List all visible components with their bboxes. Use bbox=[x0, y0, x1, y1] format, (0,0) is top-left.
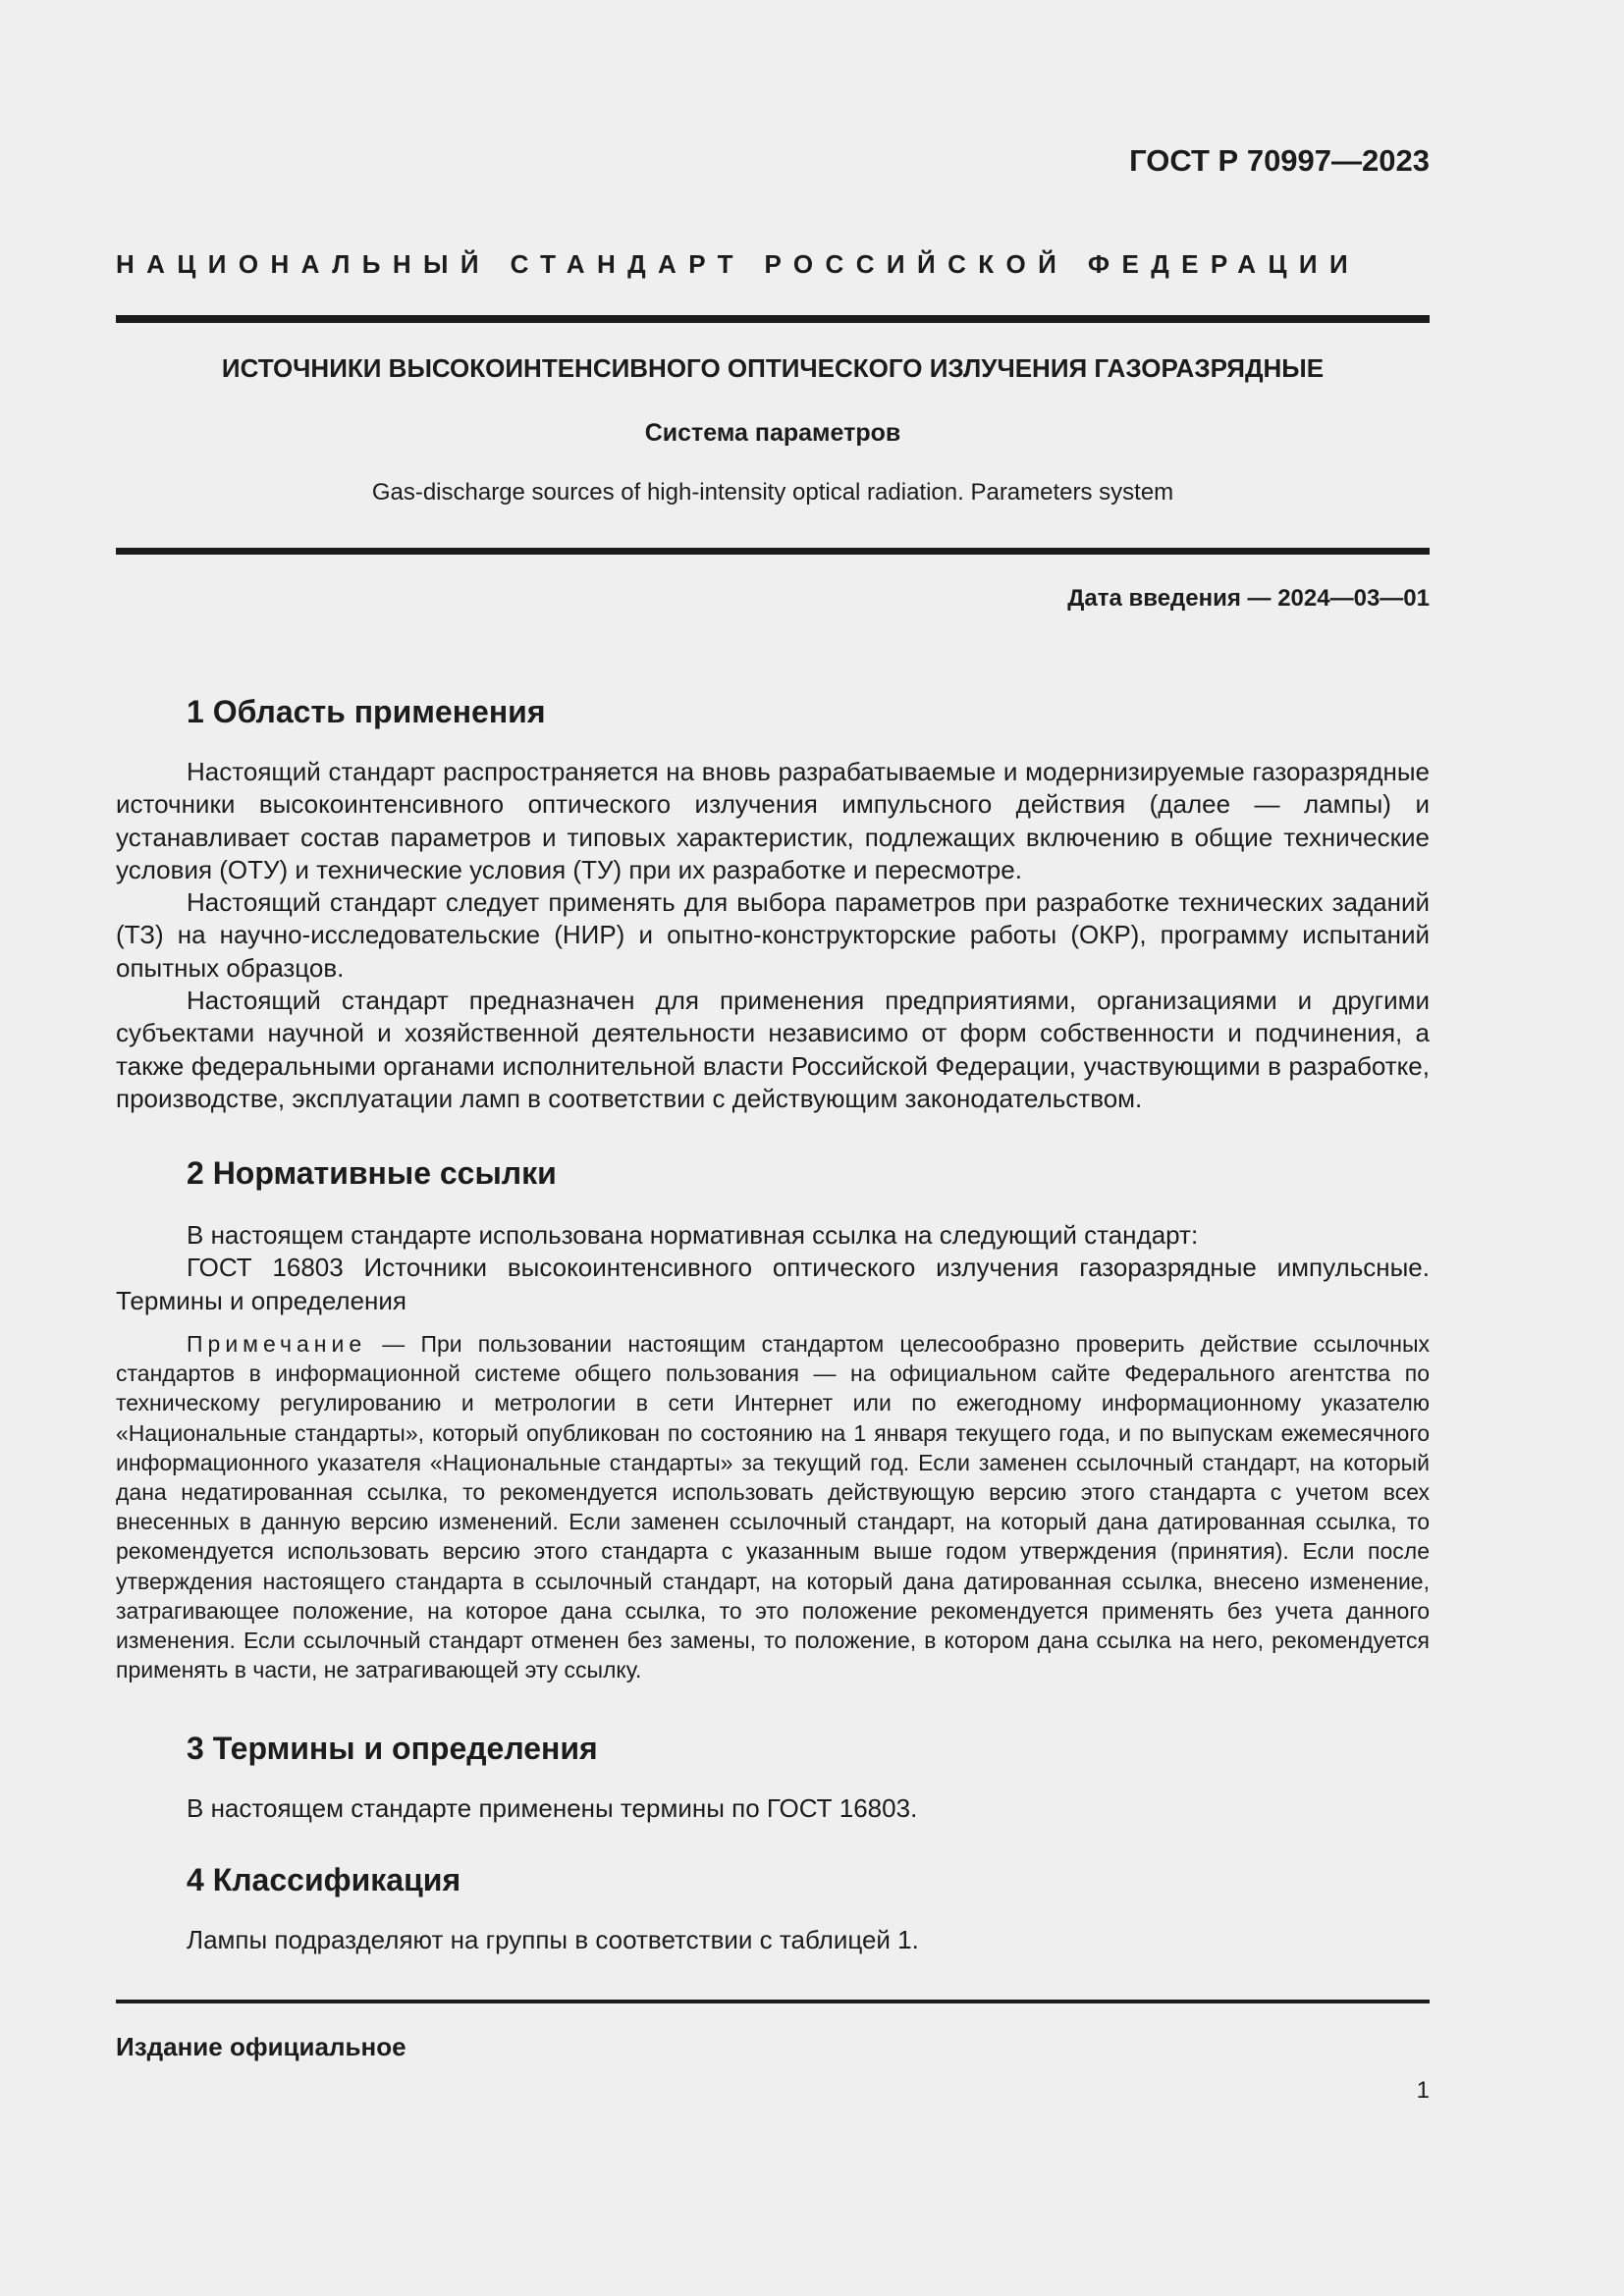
paragraph: Настоящий стандарт следует применять для выбора параметров при разработке технических заданий (ТЗ) на научно-исследовательские (НИР) и опытно-конструкторские работы (ОКР), программу испытаний опытных образцов. bbox=[116, 887, 1430, 983]
note-block bbox=[116, 1329, 1430, 1684]
paragraph: В настоящем стандарте применены термины по ГОСТ 16803. bbox=[187, 1793, 918, 1823]
edition-label: Издание официальное bbox=[116, 2032, 406, 2061]
section-2-body bbox=[116, 1219, 1430, 1317]
page-number: 1 bbox=[1416, 2077, 1430, 2104]
national-standard-banner: НАЦИОНАЛЬНЫЙ СТАНДАРТ РОССИЙСКОЙ ФЕДЕРАЦИИ bbox=[116, 249, 1361, 279]
reference-entry: ГОСТ 16803 Источники высокоинтенсивного оптического излучения газоразрядные импульсные. Термины и определения bbox=[116, 1253, 1430, 1315]
section-2-heading: 2 Нормативные ссылки bbox=[187, 1155, 557, 1191]
section-3-heading: 3 Термины и определения bbox=[187, 1731, 598, 1766]
paragraph: В настоящем стандарте использована нормативная ссылка на следующий стандарт: bbox=[187, 1220, 1199, 1250]
section-1-heading: 1 Область применения bbox=[187, 694, 546, 729]
paragraph: Настоящий стандарт распространяется на вновь разрабатываемые и модернизируемые газоразрядные источники высокоинтенсивного оптического излучения импульсного действия (далее — лампы) и устанавливает состав параметров и типовых характеристик, подлежащих включению в общие технические условия (ОТУ) и технические условия (ТУ) при их разработке и пересмотре. bbox=[116, 757, 1430, 884]
paragraph: Лампы подразделяют на группы в соответствии с таблицей 1. bbox=[187, 1925, 919, 1954]
note-text: — При пользовании настоящим стандартом целесообразно проверить действие ссылочных стандартов в информационной системе общего пользования — на официальном сайте Федерального агентства по техническому регулированию и метрологии в сети Интернет или по ежегодному информационному указателю «Национальные стандарты», который опубликован по состоянию на 1 января текущего года, и по выпускам ежемесячного информационного указателя «Национальные стандарты» за текущий год. Если заменен ссылочный стандарт, на который дана недатированная ссылка, то рекомендуется использовать действующую версию этого стандарта с учетом всех внесенных в данную версию изменений. Если заменен ссылочный стандарт, на который дана датированная ссылка, то рекомендуется использовать версию этого стандарта с указанным выше годом утверждения (принятия). Если после утверждения настоящего стандарта в ссылочный стандарт, на который дана датированная ссылка, внесено изменение, затрагивающее положение, на которое дана ссылка, то это положение рекомендуется применять без учета данного изменения. Если ссылочный стандарт отменен без замены, то положение, в котором дана ссылка на него, рекомендуется применять в части, не затрагивающей эту ссылку. bbox=[116, 1331, 1430, 1683]
document-subtitle: Система параметров bbox=[644, 419, 901, 447]
footer-rule bbox=[116, 2000, 1430, 2003]
title-rule bbox=[116, 548, 1430, 555]
document-number: ГОСТ Р 70997—2023 bbox=[1129, 143, 1430, 178]
section-4-body bbox=[116, 1924, 1430, 1956]
note-label: Примечание bbox=[187, 1331, 367, 1357]
document-title: ИСТОЧНИКИ ВЫСОКОИНТЕНСИВНОГО ОПТИЧЕСКОГО ИЗЛУЧЕНИЯ ГАЗОРАЗРЯДНЫЕ bbox=[221, 353, 1325, 383]
top-rule bbox=[116, 315, 1430, 323]
english-title: Gas-discharge sources of high-intensity optical radiation. Parameters system bbox=[371, 479, 1174, 506]
section-4-heading: 4 Классификация bbox=[187, 1862, 461, 1897]
section-3-body bbox=[116, 1792, 1430, 1825]
section-1-body bbox=[116, 756, 1430, 1115]
introduction-date: Дата введения — 2024—03—01 bbox=[1067, 585, 1430, 612]
paragraph: Настоящий стандарт предназначен для применения предприятиями, организациями и другими субъектами научной и хозяйственной деятельности независимо от форм собственности и подчинения, а также федеральными органами исполнительной власти Российской Федерации, участвующими в разработке, производстве, эксплуатации ламп в соответствии с действующим законодательством. bbox=[116, 986, 1430, 1113]
